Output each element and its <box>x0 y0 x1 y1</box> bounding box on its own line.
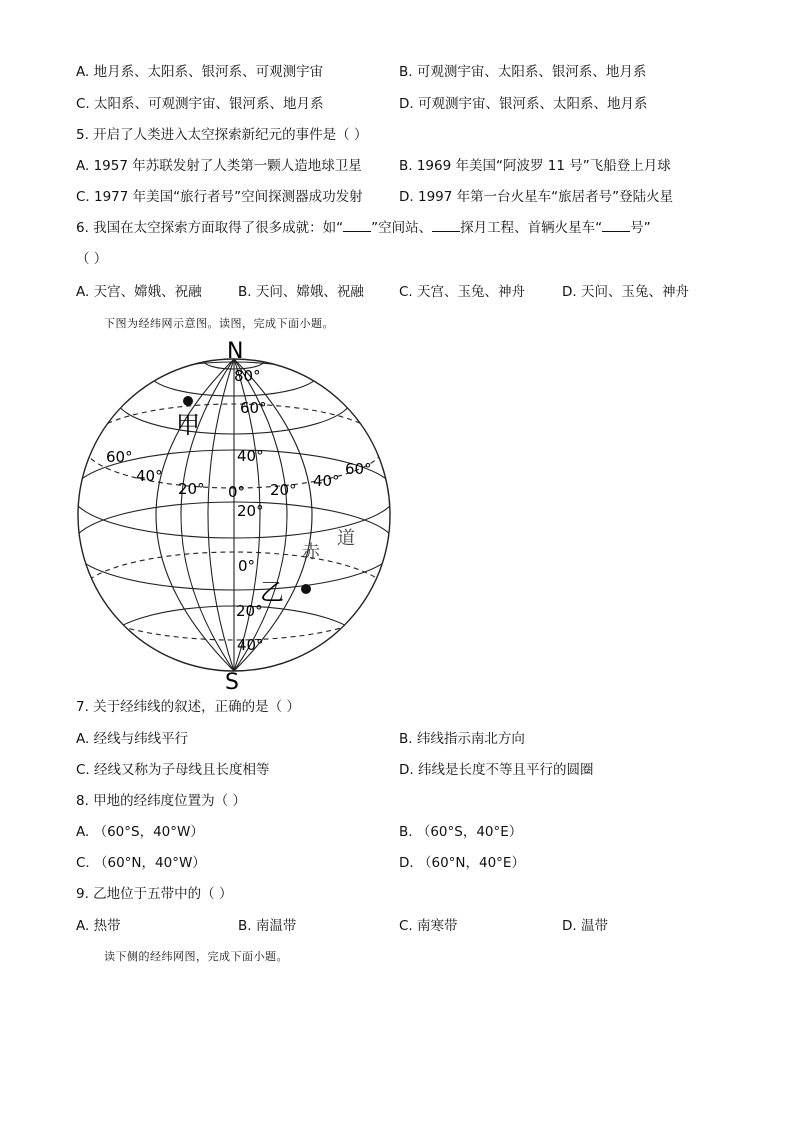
q8-option-c: C. （60°N，40°W） <box>76 855 206 871</box>
q6-stem-part4: 号” <box>630 220 651 236</box>
intro-text-1: 下图为经纬网示意图。读图，完成下面小题。 <box>104 317 334 330</box>
lon-label-20e: 20° <box>270 481 297 499</box>
q6-option-b: B. 天问、嫦娥、祝融 <box>238 284 364 300</box>
q4-option-c: C. 太阳系、可观测宇宙、银河系、地月系 <box>76 96 324 112</box>
q7-stem: 7. 关于经纬线的叙述，正确的是（ ） <box>76 699 300 715</box>
q4-option-d: D. 可观测宇宙、银河系、太阳系、地月系 <box>399 96 648 112</box>
lat-label-40n: 40° <box>237 447 264 465</box>
q9-option-b: B. 南温带 <box>238 918 297 934</box>
q4-option-b: B. 可观测宇宙、太阳系、银河系、地月系 <box>399 64 647 80</box>
q5-option-a: A. 1957 年苏联发射了人类第一颗人造地球卫星 <box>76 158 362 174</box>
q9-option-c: C. 南寒带 <box>399 918 458 934</box>
q7-option-d: D. 纬线是长度不等且平行的圆圈 <box>399 762 594 778</box>
lat-label-0: 0° <box>238 557 256 575</box>
q6-stem-part1: 6. 我国在太空探索方面取得了很多成就：如“ <box>76 220 344 236</box>
q6-blank-1 <box>343 231 371 232</box>
q6-stem-part2: ”空间站、 <box>371 220 433 236</box>
q8-option-b: B. （60°S，40°E） <box>399 824 523 840</box>
equator-label-char-2: 道 <box>337 528 355 549</box>
q7-option-b: B. 纬线指示南北方向 <box>399 731 525 747</box>
point-yi-marker <box>301 584 311 594</box>
equator-label-char-1: 赤 <box>302 542 320 563</box>
point-jia-label: 甲 <box>176 411 200 439</box>
lat-label-60n: 60° <box>240 399 267 417</box>
q6-option-d: D. 天问、玉兔、神舟 <box>562 284 689 300</box>
q9-stem: 9. 乙地位于五带中的（ ） <box>76 886 233 902</box>
globe-svg <box>70 334 400 694</box>
q5-option-c: C. 1977 年美国“旅行者号”空间探测器成功发射 <box>76 189 363 205</box>
q8-option-a: A. （60°S，40°W） <box>76 824 204 840</box>
north-pole-label: N <box>227 339 244 364</box>
graticule-globe-figure <box>70 334 400 694</box>
south-pole-label: S <box>225 670 239 694</box>
meridian-20w <box>208 359 234 671</box>
q6-blank-3 <box>602 231 630 232</box>
q6-blank-2 <box>432 231 460 232</box>
q5-stem: 5. 开启了人类进入太空探索新纪元的事件是（ ） <box>76 127 368 143</box>
q5-option-b: B. 1969 年美国“阿波罗 11 号”飞船登上月球 <box>399 158 671 174</box>
lat-label-20s: 20° <box>236 602 263 620</box>
q6-stem-part3: 探月工程、首辆火星车“ <box>460 220 603 236</box>
lat-label-80: 80° <box>234 367 261 385</box>
q6-option-c: C. 天宫、玉兔、神舟 <box>399 284 526 300</box>
lon-label-40e: 40° <box>313 472 340 490</box>
q9-option-a: A. 热带 <box>76 918 121 934</box>
lon-label-60e: 60° <box>345 460 372 478</box>
intro-text-2: 读下侧的经纬网图，完成下面小题。 <box>104 950 288 963</box>
q7-option-c: C. 经线又称为子母线且长度相等 <box>76 762 270 778</box>
q8-option-d: D. （60°N，40°E） <box>399 855 525 871</box>
lon-label-40w: 40° <box>136 467 163 485</box>
q6-paren: （ ） <box>76 251 108 267</box>
meridian-60w <box>156 359 234 671</box>
lon-label-0: 0° <box>228 483 246 501</box>
q6-option-a: A. 天宫、嫦娥、祝融 <box>76 284 202 300</box>
q5-option-d: D. 1997 年第一台火星车“旅居者号”登陆火星 <box>399 189 674 205</box>
point-jia-marker <box>183 396 193 406</box>
q4-option-a: A. 地月系、太阳系、银河系、可观测宇宙 <box>76 64 324 80</box>
q9-option-d: D. 温带 <box>562 918 608 934</box>
lon-label-20w: 20° <box>178 480 205 498</box>
lat-label-20n: 20° <box>237 502 264 520</box>
q6-stem <box>76 219 651 237</box>
q7-option-a: A. 经线与纬线平行 <box>76 731 189 747</box>
q8-stem: 8. 甲地的经纬度位置为（ ） <box>76 793 246 809</box>
lon-label-60w: 60° <box>106 448 133 466</box>
point-yi-label: 乙 <box>260 578 284 606</box>
lat-label-40s: 40° <box>237 636 264 654</box>
